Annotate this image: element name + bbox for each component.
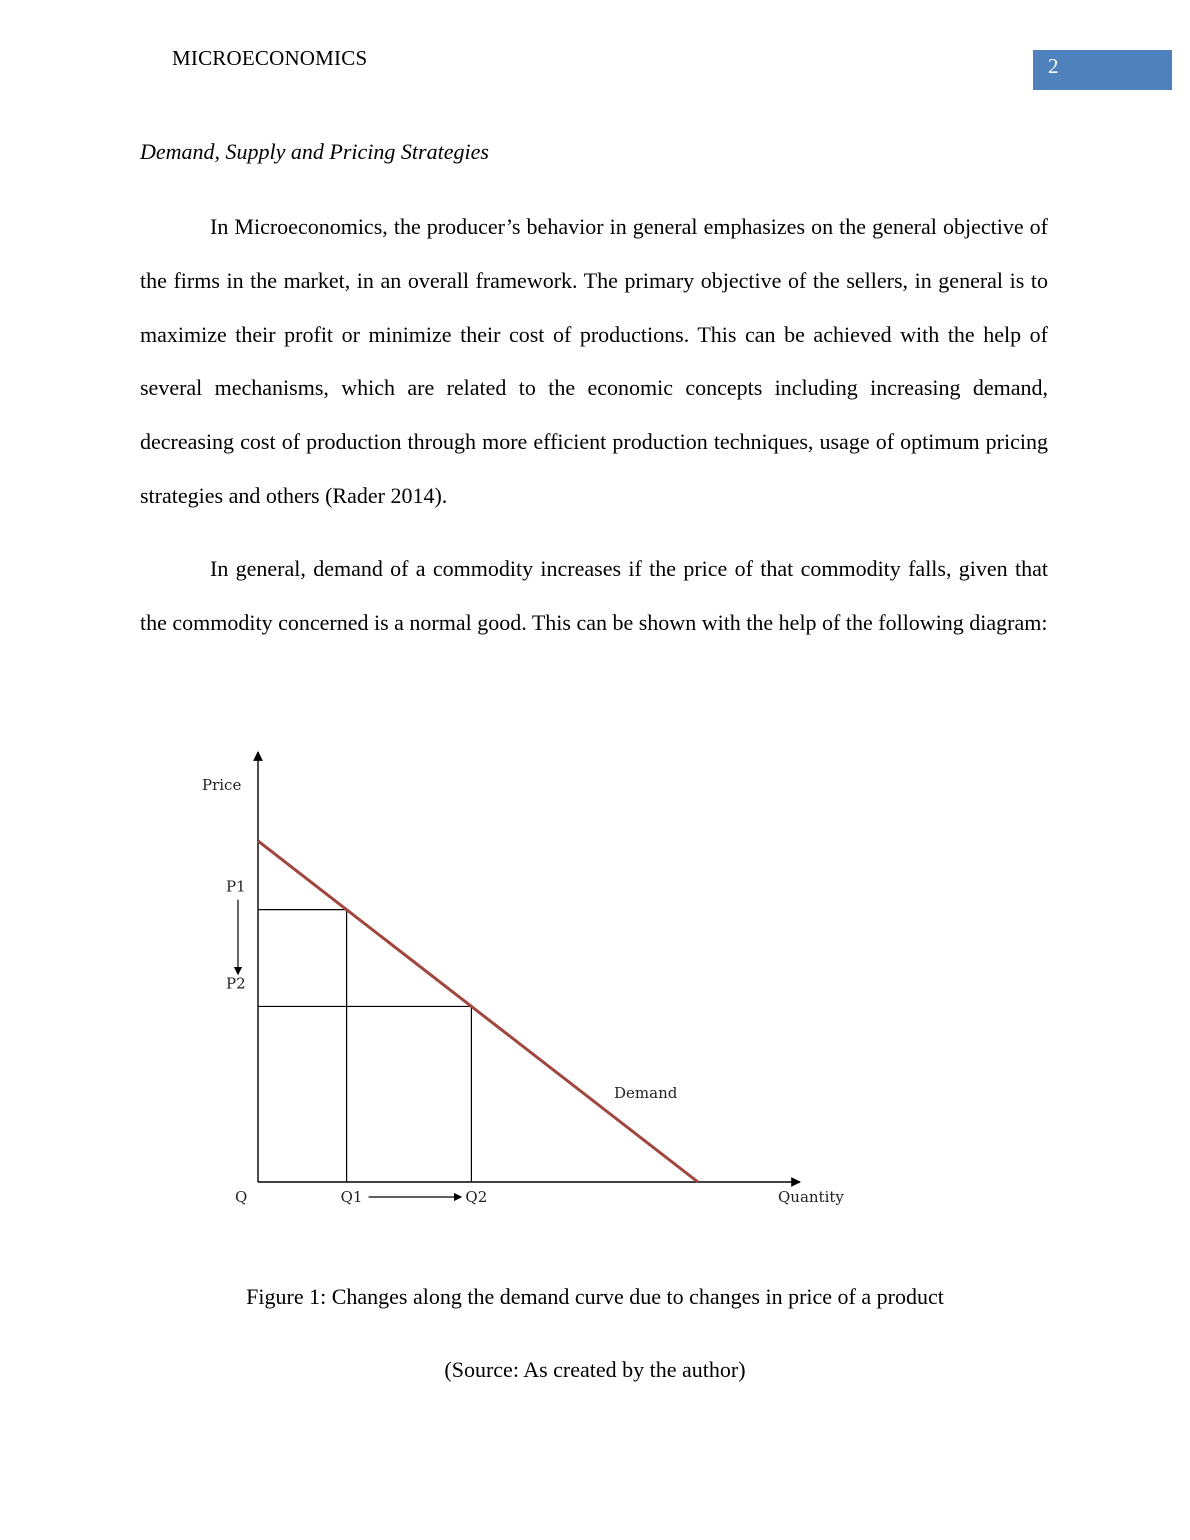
paragraph-producer-behavior: In Microeconomics, the producer’s behavior in general emphasizes on the general objective of the firms in the market, in an overall framework. The primary objective of the sellers, in general is to maximize their profit or minimize their cost of productions. This can be achieved with the help of several mechanisms, which are related to the economic concepts including increasing demand, decreasing cost of production through more efficient production techniques, usage of optimum pricing strategies and others (Rader 2014). (140, 214, 1048, 508)
demand-series-label: Demand (614, 1084, 678, 1102)
y-axis-label: Price (202, 776, 242, 794)
figure-source: (Source: As created by the author) (444, 1357, 746, 1382)
origin-label: Q (235, 1188, 248, 1206)
price-tick-label-1: P1 (226, 877, 246, 896)
section-heading: Demand, Supply and Pricing Strategies (140, 139, 489, 164)
paragraph-demand-price: In general, demand of a commodity increases if the price of that commodity falls, given that the commodity concerned is a normal good. This can be shown with the help of the following diagram: (140, 556, 1048, 635)
price-tick-label-2: P2 (226, 974, 246, 993)
running-header-title: MICROECONOMICS (172, 46, 368, 70)
quantity-tick-label-2: Q2 (465, 1188, 488, 1206)
demand-line (258, 841, 698, 1182)
page-number: 2 (1048, 54, 1059, 78)
x-axis-label: Quantity (778, 1188, 844, 1206)
demand-chart (190, 740, 870, 1220)
page-number-box (1033, 50, 1172, 90)
figure-caption: Figure 1: Changes along the demand curve due to changes in price of a product (246, 1284, 944, 1309)
demand-curve-figure (190, 740, 870, 1220)
quantity-tick-label-1: Q1 (340, 1188, 363, 1206)
